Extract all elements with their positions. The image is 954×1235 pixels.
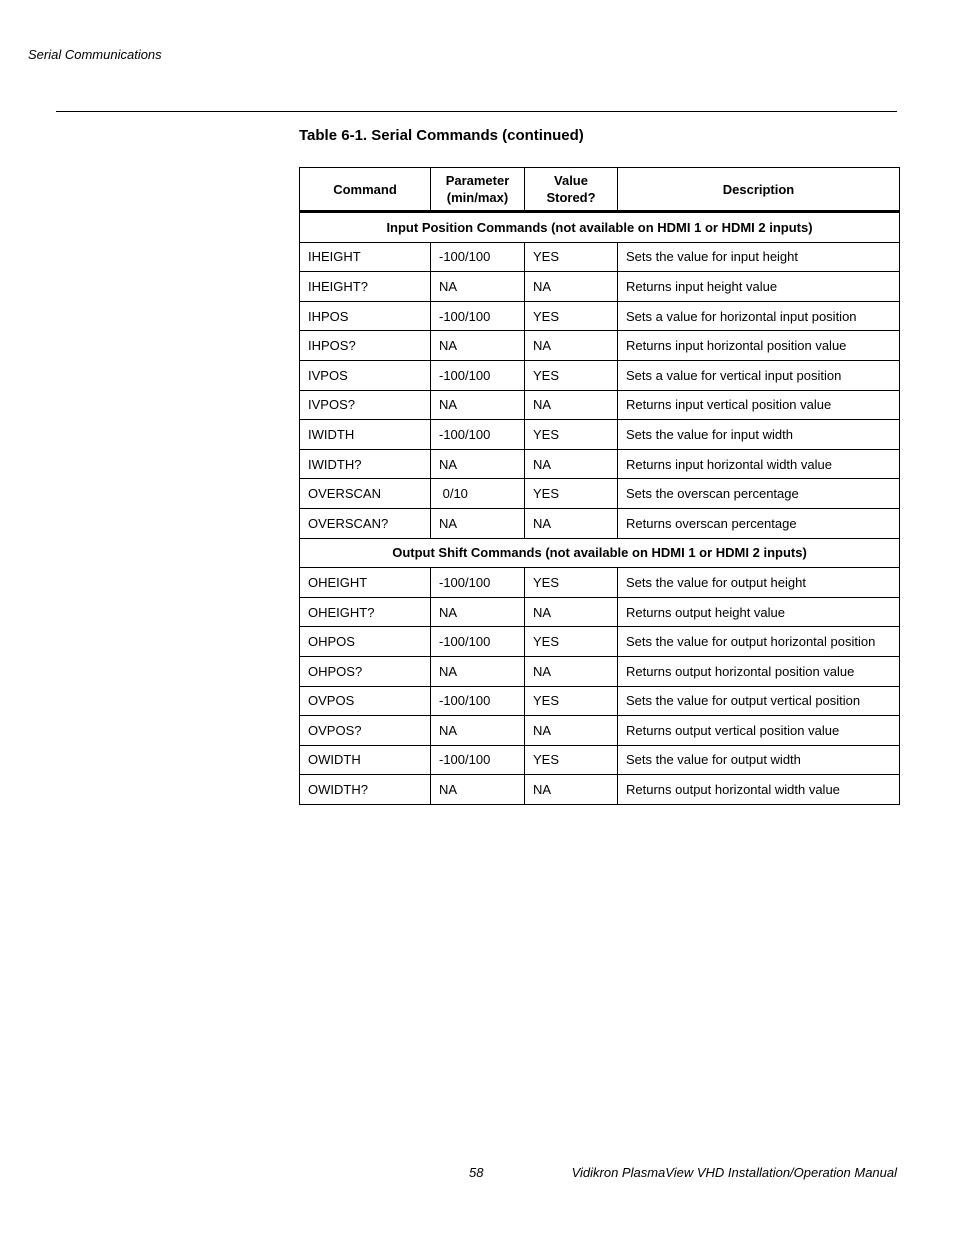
description-cell: Returns output horizontal position value — [618, 656, 900, 686]
command-cell: OHEIGHT — [300, 568, 431, 598]
command-cell: OHEIGHT? — [300, 597, 431, 627]
table-row — [300, 449, 900, 479]
value-stored-cell: YES — [525, 242, 618, 272]
serial-commands-table — [299, 167, 900, 805]
command-cell: IVPOS? — [300, 390, 431, 420]
table-row — [300, 775, 900, 805]
parameter-cell: NA — [431, 656, 525, 686]
parameter-cell: NA — [431, 272, 525, 302]
parameter-cell: -100/100 — [431, 242, 525, 272]
table-header-row — [300, 168, 900, 212]
table-row — [300, 390, 900, 420]
page-number: 58 — [469, 1165, 484, 1180]
table-row — [300, 420, 900, 450]
command-cell: OVERSCAN — [300, 479, 431, 509]
parameter-cell: NA — [431, 508, 525, 538]
description-cell: Sets a value for horizontal input position — [618, 301, 900, 331]
parameter-cell: NA — [431, 390, 525, 420]
parameter-cell: -100/100 — [431, 360, 525, 390]
parameter-cell: -100/100 — [431, 420, 525, 450]
value-stored-cell: YES — [525, 301, 618, 331]
description-cell: Sets a value for vertical input position — [618, 360, 900, 390]
table-row — [300, 331, 900, 361]
command-cell: IHPOS — [300, 301, 431, 331]
parameter-cell: 0/10 — [431, 479, 525, 509]
parameter-cell: NA — [431, 597, 525, 627]
column-header-command: Command — [300, 168, 431, 212]
value-stored-cell: NA — [525, 597, 618, 627]
parameter-cell: -100/100 — [431, 686, 525, 716]
value-stored-cell: NA — [525, 331, 618, 361]
section-heading: Output Shift Commands (not available on HDMI 1 or HDMI 2 inputs) — [300, 538, 900, 568]
parameter-cell: NA — [431, 775, 525, 805]
value-stored-cell: NA — [525, 775, 618, 805]
description-cell: Returns output height value — [618, 597, 900, 627]
column-header-value-stored: Value Stored? — [525, 168, 618, 212]
table-row — [300, 479, 900, 509]
table-row — [300, 301, 900, 331]
command-cell: IVPOS — [300, 360, 431, 390]
parameter-cell: -100/100 — [431, 745, 525, 775]
value-stored-cell: NA — [525, 272, 618, 302]
parameter-cell: NA — [431, 331, 525, 361]
command-cell: IHEIGHT — [300, 242, 431, 272]
value-stored-cell: YES — [525, 360, 618, 390]
description-cell: Sets the value for output width — [618, 745, 900, 775]
description-cell: Sets the value for output horizontal position — [618, 627, 900, 657]
section-heading-row — [300, 538, 900, 568]
value-stored-cell: YES — [525, 420, 618, 450]
command-cell: IHPOS? — [300, 331, 431, 361]
description-cell: Sets the value for output height — [618, 568, 900, 598]
parameter-cell: NA — [431, 716, 525, 746]
table-row — [300, 597, 900, 627]
table-row — [300, 360, 900, 390]
value-stored-cell: NA — [525, 656, 618, 686]
description-cell: Returns overscan percentage — [618, 508, 900, 538]
value-stored-cell: NA — [525, 508, 618, 538]
command-cell: OWIDTH? — [300, 775, 431, 805]
table-row — [300, 745, 900, 775]
table-row — [300, 627, 900, 657]
parameter-cell: NA — [431, 449, 525, 479]
value-stored-cell: YES — [525, 627, 618, 657]
command-cell: OVPOS? — [300, 716, 431, 746]
command-cell: OVERSCAN? — [300, 508, 431, 538]
description-cell: Returns input horizontal width value — [618, 449, 900, 479]
running-head: Serial Communications — [28, 47, 162, 62]
table-title: Table 6-1. Serial Commands (continued) — [299, 127, 584, 144]
column-header-parameter: Parameter (min/max) — [431, 168, 525, 212]
command-cell: IHEIGHT? — [300, 272, 431, 302]
parameter-cell: -100/100 — [431, 627, 525, 657]
description-cell: Returns output horizontal width value — [618, 775, 900, 805]
table-row — [300, 656, 900, 686]
section-heading: Input Position Commands (not available on HDMI 1 or HDMI 2 inputs) — [300, 212, 900, 243]
value-stored-cell: YES — [525, 479, 618, 509]
parameter-cell: -100/100 — [431, 568, 525, 598]
description-cell: Returns input horizontal position value — [618, 331, 900, 361]
value-stored-cell: YES — [525, 745, 618, 775]
table-row — [300, 568, 900, 598]
description-cell: Returns input vertical position value — [618, 390, 900, 420]
value-stored-cell: NA — [525, 390, 618, 420]
section-heading-row — [300, 212, 900, 243]
command-cell: IWIDTH? — [300, 449, 431, 479]
header-rule — [56, 111, 897, 112]
table-row — [300, 272, 900, 302]
description-cell: Sets the overscan percentage — [618, 479, 900, 509]
description-cell: Sets the value for input width — [618, 420, 900, 450]
value-stored-cell: NA — [525, 449, 618, 479]
description-cell: Sets the value for output vertical position — [618, 686, 900, 716]
description-cell: Sets the value for input height — [618, 242, 900, 272]
column-header-description: Description — [618, 168, 900, 212]
command-cell: IWIDTH — [300, 420, 431, 450]
value-stored-cell: YES — [525, 686, 618, 716]
table-body — [300, 212, 900, 805]
parameter-cell: -100/100 — [431, 301, 525, 331]
table-row — [300, 508, 900, 538]
value-stored-cell: YES — [525, 568, 618, 598]
command-cell: OHPOS? — [300, 656, 431, 686]
description-cell: Returns output vertical position value — [618, 716, 900, 746]
description-cell: Returns input height value — [618, 272, 900, 302]
command-cell: OVPOS — [300, 686, 431, 716]
table-row — [300, 242, 900, 272]
manual-title: Vidikron PlasmaView VHD Installation/Operation Manual — [571, 1165, 897, 1180]
command-cell: OHPOS — [300, 627, 431, 657]
command-cell: OWIDTH — [300, 745, 431, 775]
value-stored-cell: NA — [525, 716, 618, 746]
table-row — [300, 686, 900, 716]
table-row — [300, 716, 900, 746]
